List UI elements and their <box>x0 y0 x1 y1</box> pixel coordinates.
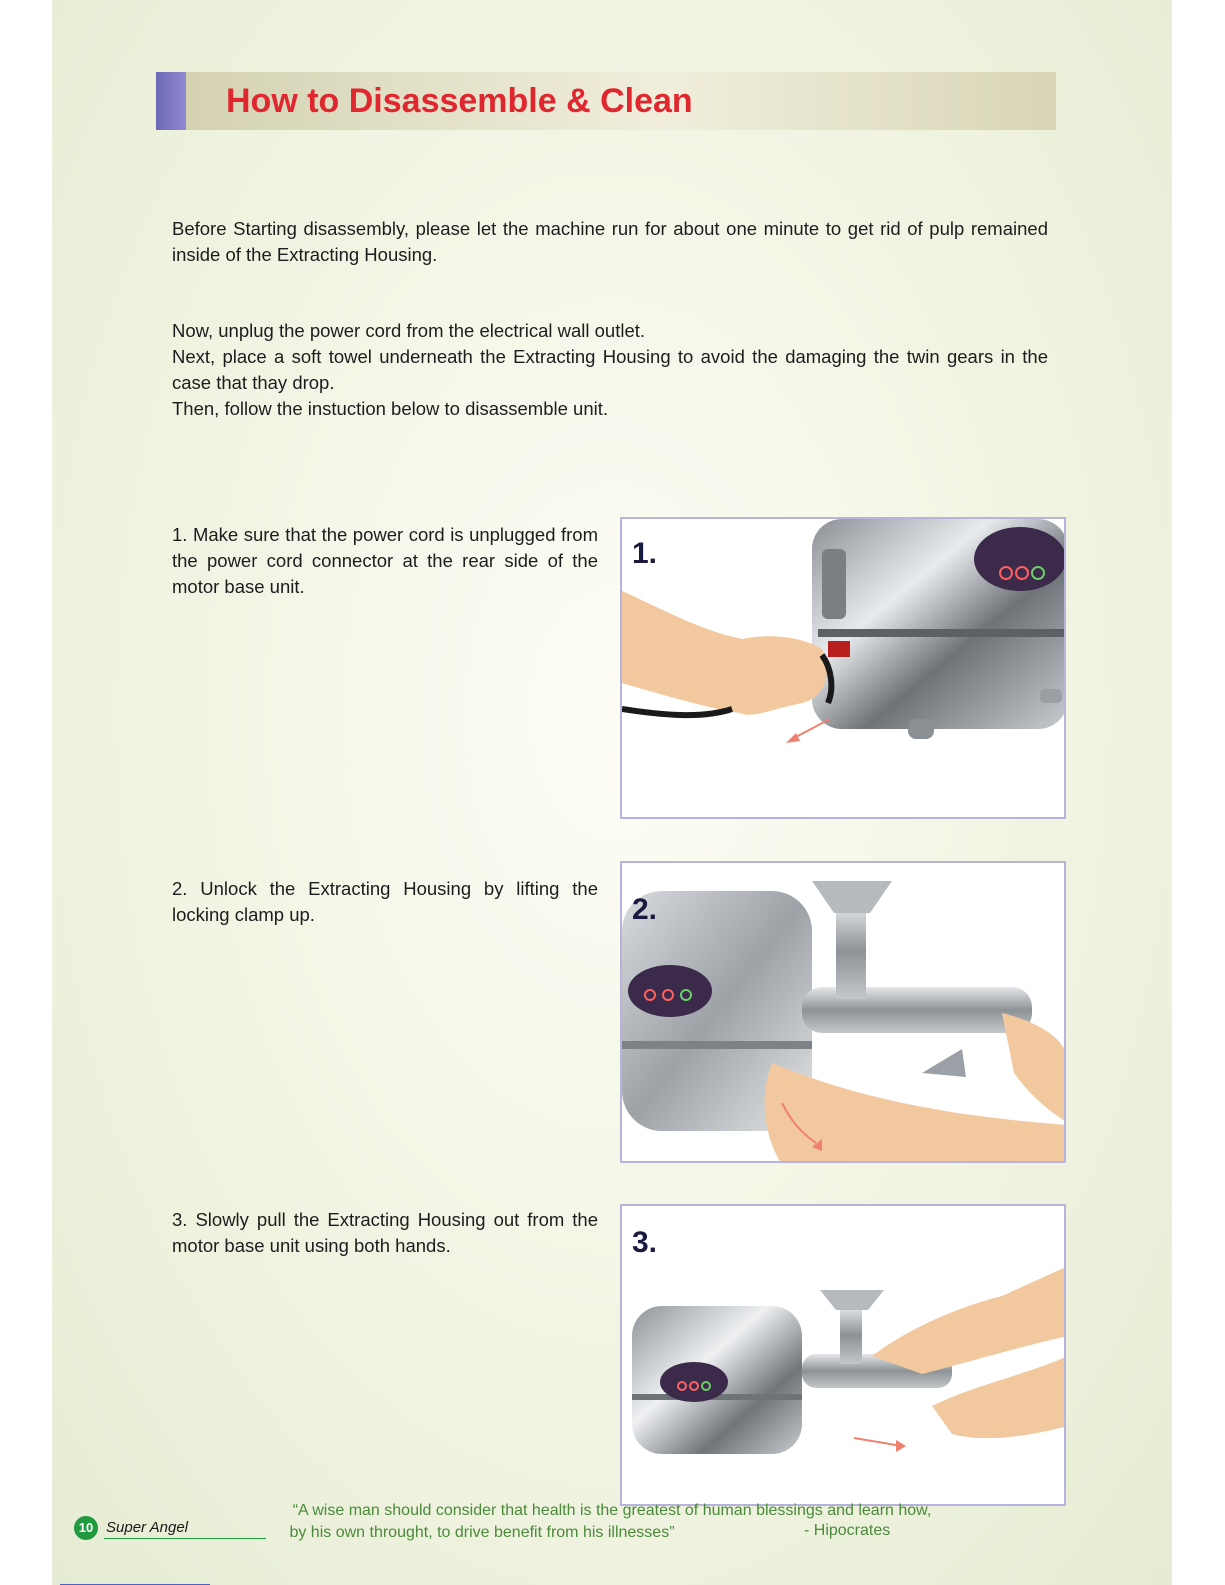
intro-text-1: Before Starting disassembly, please let the machine run for about one minute to get rid of pulp remained inside of the Extracting Housing. <box>172 218 1048 265</box>
intro-line-follow: Then, follow the instuction below to disassemble unit. <box>172 398 609 419</box>
quote-line-2: by his own throught, to drive benefit from his illnesses” <box>289 1524 675 1541</box>
intro-line-towel: Next, place a soft towel underneath the Extracting Housing to avoid the damaging the twin gears in the case that thay drop. <box>172 346 1048 393</box>
step-3-text <box>172 1207 598 1259</box>
quote-author: - Hipocrates <box>804 1522 891 1539</box>
intro-line-unplug: Now, unplug the power cord from the electrical wall outlet. <box>172 320 646 341</box>
step-1-description: Make sure that the power cord is unplugged from the power cord connector at the rear side of the motor base unit. <box>172 524 599 597</box>
unlock-clamp-illustration <box>622 863 1066 1163</box>
title-accent <box>156 72 186 130</box>
step-1-number: 1. <box>172 524 188 545</box>
step-2-photo-label: 2. <box>632 893 658 926</box>
intro-paragraph-2 <box>172 318 1048 422</box>
unplug-power-cord-illustration <box>622 519 1066 819</box>
step-1-photo <box>620 517 1066 819</box>
pull-housing-illustration <box>622 1206 1066 1488</box>
step-3-description: Slowly pull the Extracting Housing out from the motor base unit using both hands. <box>172 1209 599 1256</box>
brand-name: Super Angel <box>106 1519 189 1536</box>
title-bar <box>156 72 1056 130</box>
page <box>52 0 1172 1585</box>
step-3-photo <box>620 1204 1066 1506</box>
intro-paragraph-1 <box>172 216 1048 268</box>
page-number-badge: 10 <box>74 1516 98 1540</box>
quote-line-1: “A wise man should consider that health is the greatest of human blessings and learn how, <box>292 1502 932 1519</box>
page-title: How to Disassemble & Clean <box>226 82 693 120</box>
step-3-number: 3. <box>172 1209 188 1230</box>
step-2-number: 2. <box>172 878 188 899</box>
step-1-text <box>172 522 598 600</box>
step-2-text <box>172 876 598 928</box>
step-2-description: Unlock the Extracting Housing by lifting the locking clamp up. <box>172 878 599 925</box>
step-1-photo-label: 1. <box>632 537 658 570</box>
step-2-photo <box>620 861 1066 1163</box>
step-3-photo-label: 3. <box>632 1226 658 1259</box>
